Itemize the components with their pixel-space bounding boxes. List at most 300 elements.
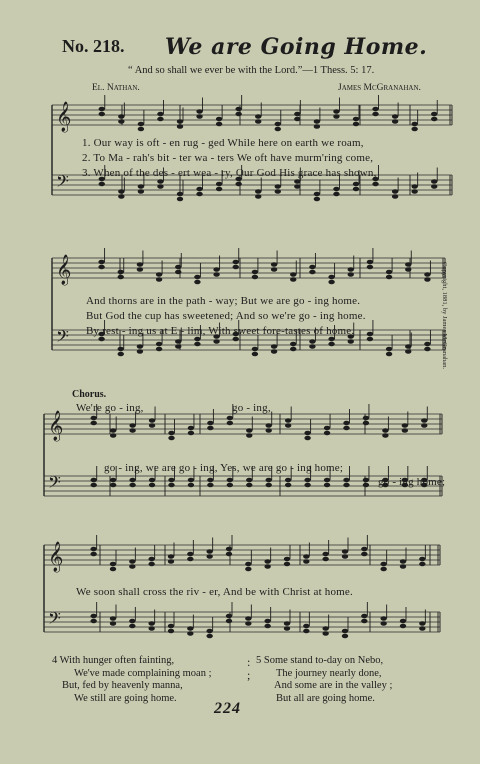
system2-verse2: But God the cup has sweetened; And so we're go - ing home. [86,310,366,322]
chorus1-treble-note [363,421,369,426]
chorus1-treble-note [168,431,174,436]
chorus-final-line: We soon shall cross the riv - er, And be with Christ at home. [76,586,353,598]
chorus1-treble-note [343,421,349,426]
chorus2-treble-note [419,562,425,567]
system1-treble-note [275,122,281,127]
chorus2-bass-note [303,629,309,634]
verse5-line4: But all are going home. [276,692,375,704]
chorus2-treble-note [303,554,309,559]
system2-treble-note [328,280,334,285]
chorus2-treble-note [361,552,367,557]
chorus2-bass-note [284,621,290,626]
chorus1-bass-note [188,483,194,488]
system1-bass-note [138,184,144,189]
chorus1-bass-note [149,478,155,483]
system2-verse3: By rest - ing us at E - lim, With sweet fore-tastes of home. [86,325,355,337]
system2-bass-note [290,347,296,352]
system2-treble-note [194,280,200,285]
system2-bass-note [290,342,296,347]
chorus2-treble-note [380,567,386,572]
system2-treble-clef: 𝄞 [56,255,72,285]
system1-bass-note [138,189,144,194]
verse-5 [256,655,392,705]
chorus-upper-2: go - ing, [232,402,271,414]
chorus2-bass-note [400,619,406,624]
chorus1-bass-note [207,483,213,488]
chorus1-bass-note [304,483,310,488]
system2-treble-note [405,262,411,267]
chorus2-treble-note [129,559,135,564]
system2-bass-note [271,349,277,354]
system2-treble-note [156,272,162,277]
verse5-line2: The journey nearly done, [276,667,382,679]
chorus2-bass-note [284,626,290,631]
chorus2-treble-note [361,547,367,552]
system2-bass-note [118,347,124,352]
scripture-reference: “ And so shall we ever be with the Lord.”—1 Thess. 5: 17. [128,65,375,76]
system2-treble-note [271,267,277,272]
chorus1-bass-clef: 𝄢 [48,472,61,496]
system1-treble-note [392,114,398,119]
chorus2-treble-note [168,559,174,564]
chorus1-treble-note [421,418,427,423]
chorus2-treble-note [284,557,290,562]
chorus1-treble-note [363,416,369,421]
system2-treble-note [233,265,239,270]
chorus1-bass-note [188,478,194,483]
system2-bass-note [252,352,258,357]
system2-treble-note [252,270,258,275]
system2-treble-note [309,270,315,275]
system1-bass-note [255,189,261,194]
composer: James McGranahan. [338,83,421,93]
chorus2-treble-note [264,559,270,564]
system1-treble-note [255,114,261,119]
lyricist: El. Nathan. [92,83,140,93]
system2-treble-note [405,267,411,272]
chorus2-bass-note [187,626,193,631]
system1-treble-note [177,119,183,124]
chorus2-bass-note [110,621,116,626]
chorus1-treble-note [382,433,388,438]
system1-treble-note [353,122,359,127]
chorus1-treble-note [421,423,427,428]
system2-bass-note [328,337,334,342]
system2-treble-note [194,275,200,280]
chorus1-bass-note [324,478,330,483]
chorus2-treble-note [226,552,232,557]
chorus1-treble-note [227,421,233,426]
chorus1-bass-note [343,478,349,483]
system2-treble-note [386,275,392,280]
chorus1-bass-note [363,478,369,483]
chorus2-bass-note [168,629,174,634]
chorus2-bass-note [400,624,406,629]
verse5-line1: 5 Some stand to-day on Nebo, [256,655,384,666]
system2-treble-note [98,260,104,265]
system2-bass-note [156,342,162,347]
chorus1-treble-note [246,428,252,433]
system1-bass-note [177,197,183,202]
system1-treble-note [275,127,281,132]
chorus1-treble-note [188,431,194,436]
chorus2-bass-note [90,614,96,619]
chorus2-bass-note [419,621,425,626]
system2-treble-note [156,277,162,282]
system1-bass-note [314,197,320,202]
chorus2-bass-note [110,616,116,621]
system2-treble-note [213,272,219,277]
chorus1-treble-note [227,416,233,421]
system2-bass-note [309,344,315,349]
chorus2-treble-note [342,554,348,559]
chorus1-bass-note [129,478,135,483]
system2-bass-note [118,352,124,357]
system1-bass-note [255,194,261,199]
chorus2-treble-note [90,552,96,557]
chorus1-bass-note [285,483,291,488]
chorus1-treble-note [207,426,213,431]
system1-bass-note [353,187,359,192]
chorus1-bass-note [266,478,272,483]
chorus2-treble-note [303,559,309,564]
system1-treble-note [196,109,202,114]
chorus2-treble-note [187,552,193,557]
system1-bass-note [196,192,202,197]
system2-bass-note [386,352,392,357]
system1-treble-note [411,127,417,132]
chorus1-treble-note [188,426,194,431]
chorus2-treble-note [129,564,135,569]
chorus1-treble-note [343,426,349,431]
system1-treble-note [353,117,359,122]
chorus1-treble-note [129,428,135,433]
system1-bass-note [411,189,417,194]
chorus-label: Chorus. [72,389,107,400]
chorus1-bass-note [304,478,310,483]
chorus2-bass-clef: 𝄢 [48,608,61,632]
system2-bass-note [367,332,373,337]
system1-treble-note [118,119,124,124]
verse4-line3: But, fed by heavenly manna, [62,680,183,691]
system1-treble-clef: 𝄞 [56,102,72,132]
system2-treble-note [118,275,124,280]
system1-bass-note [333,187,339,192]
system1-bass-note [294,184,300,189]
chorus1-bass-note [363,483,369,488]
copyright-notice: Copyright, 1881, by James McGranahan. [441,262,448,370]
hymn-number: No. 218. [62,36,125,56]
system1-treble-note [177,124,183,129]
system2-treble-note [175,270,181,275]
chorus2-treble-note [342,549,348,554]
verse4-line4: We still are going home. [74,692,177,704]
chorus1-treble-note [110,433,116,438]
system2-treble-note [386,270,392,275]
system2-treble-note [328,275,334,280]
chorus1-treble-note [324,431,330,436]
chorus2-bass-note [226,614,232,619]
chorus2-treble-note [148,562,154,567]
chorus1-bass-note [110,483,116,488]
chorus2-treble-note [380,562,386,567]
system1-treble-note [314,124,320,129]
system1-bass-note [118,194,124,199]
system2-bass-note [233,337,239,342]
system2-bass-note [194,337,200,342]
system1-bass-note [196,187,202,192]
system1-treble-note [333,114,339,119]
chorus2-treble-note [226,547,232,552]
chorus2-treble-note [168,554,174,559]
verse4-line1: 4 With hunger often fainting, [52,655,175,666]
chorus2-treble-note [245,567,251,572]
chorus1-treble-clef: 𝄞 [48,411,64,441]
system1-treble-note [411,122,417,127]
chorus1-treble-note [149,423,155,428]
system2-treble-note [309,265,315,270]
chorus1-treble-note [91,416,97,421]
system2-bass-note [328,342,334,347]
system2-treble-note [367,260,373,265]
chorus1-bass-note [168,483,174,488]
chorus2-treble-note [322,552,328,557]
chorus1-treble-note [285,418,291,423]
chorus2-bass-note [129,624,135,629]
chorus1-treble-note [304,436,310,441]
chorus1-treble-note [324,426,330,431]
chorus2-treble-note [187,557,193,562]
system2-bass-note [424,342,430,347]
system2-bass-note [424,347,430,352]
system1-bass-note [216,182,222,187]
system2-treble-note [175,265,181,270]
chorus1-bass-note [246,483,252,488]
chorus2-treble-note [110,567,116,572]
chorus1-treble-note [304,431,310,436]
system2-treble-note [290,277,296,282]
system1-treble-note [118,114,124,119]
chorus2-treble-note [400,559,406,564]
chorus1-treble-note [168,436,174,441]
system2-treble-note [118,270,124,275]
chorus2-bass-note [342,629,348,634]
system2-bass-note [98,337,104,342]
verse-4 [52,655,212,705]
chorus2-bass-note [361,619,367,624]
system1-bass-note [99,182,105,187]
chorus1-bass-note [91,478,97,483]
system2-verse1: And thorns are in the path - way; But we are go - ing home. [86,295,361,307]
system1-bass-clef: 𝄢 [56,171,69,195]
chorus2-treble-note [206,549,212,554]
system1-treble-note [99,107,105,112]
system2-treble-note [137,267,143,272]
system2-bass-clef: 𝄢 [56,326,69,350]
system2-treble-note [137,262,143,267]
system1-treble-note [157,112,163,117]
chorus1-treble-note [285,423,291,428]
chorus1-treble-note [266,423,272,428]
system1-treble-note [392,119,398,124]
system1-treble-note [196,114,202,119]
chorus2-bass-note [148,621,154,626]
chorus2-treble-note [148,557,154,562]
system2-bass-note [348,339,354,344]
system2-treble-note [348,267,354,272]
chorus1-bass-note [266,483,272,488]
chorus2-bass-note [322,631,328,636]
chorus1-treble-note [402,428,408,433]
chorus1-treble-note [91,421,97,426]
system1-bass-note [431,184,437,189]
system1-treble-note [333,109,339,114]
system2-treble-note [367,265,373,270]
chorus1-bass-note [285,478,291,483]
system1-treble-note [431,117,437,122]
system2-treble-note [233,260,239,265]
chorus2-bass-note [187,631,193,636]
chorus2-treble-note [110,562,116,567]
chorus2-treble-note [322,557,328,562]
chorus1-bass-note [110,478,116,483]
system1-bass-note [431,179,437,184]
system1-treble-note [235,112,241,117]
chorus1-bass-note [149,483,155,488]
system1-bass-note [216,187,222,192]
system2-bass-note [213,339,219,344]
system2-treble-note [271,262,277,267]
chorus2-bass-note [342,634,348,639]
system1-bass-note [353,182,359,187]
system2-treble-note [290,272,296,277]
system1-bass-note [392,189,398,194]
system1-treble-note [255,119,261,124]
system1-treble-note [138,122,144,127]
chorus-lower-end: go - ing home; [378,476,446,488]
system2-treble-note [424,277,430,282]
chorus2-bass-note [303,624,309,629]
chorus1-treble-note [402,423,408,428]
system1-treble-note [216,117,222,122]
system1-treble-note [294,112,300,117]
system1-bass-note [235,182,241,187]
system1-treble-note [157,117,163,122]
chorus2-bass-note [90,619,96,624]
chorus2-bass-note [380,616,386,621]
system2-bass-note [156,347,162,352]
system1-treble-note [372,112,378,117]
chorus1-bass-note [227,483,233,488]
system1-bass-note [314,192,320,197]
chorus2-bass-note [245,616,251,621]
system2-bass-note [405,349,411,354]
system2-treble-note [424,272,430,277]
chorus2-treble-note [284,562,290,567]
chorus2-treble-note [419,557,425,562]
system1-verse2: 2. To Ma - rah's bit - ter wa - ters We oft have murm'ring come, [82,152,374,164]
system1-verse1: 1. Our way is oft - en rug - ged While here on earth we roam, [82,137,364,149]
system1-bass-note [372,182,378,187]
chorus2-bass-note [322,626,328,631]
chorus2-bass-note [129,619,135,624]
system1-treble-note [216,122,222,127]
chorus2-bass-note [361,614,367,619]
chorus1-treble-note [266,428,272,433]
system1-treble-note [372,107,378,112]
system1-treble-note [235,107,241,112]
system2-bass-note [309,339,315,344]
chorus1-treble-note [149,418,155,423]
system1-treble-note [138,127,144,132]
system1-bass-note [157,184,163,189]
chorus2-bass-note [206,634,212,639]
chorus1-bass-note [324,483,330,488]
system2-treble-note [348,272,354,277]
chorus2-bass-note [264,624,270,629]
system2-bass-note [386,347,392,352]
system2-bass-note [405,344,411,349]
chorus1-treble-note [129,423,135,428]
chorus2-bass-note [206,629,212,634]
chorus2-treble-note [206,554,212,559]
system1-treble-note [294,117,300,122]
chorus2-bass-note [380,621,386,626]
system2-bass-note [271,344,277,349]
chorus2-bass-note [148,626,154,631]
chorus2-treble-clef: 𝄞 [48,542,64,572]
system1-bass-note [294,179,300,184]
system2-bass-note [252,347,258,352]
system1-treble-note [314,119,320,124]
chorus-lower: go - ing, we are go - ing, Yes, we are go - ing home; [104,462,344,474]
hymn-title: We are Going Home. [165,34,428,60]
system1-bass-note [118,189,124,194]
verse4-line2: We've made complaining moan ; [74,667,212,679]
chorus2-treble-note [400,564,406,569]
chorus2-bass-note [264,619,270,624]
chorus2-treble-note [264,564,270,569]
chorus1-bass-note [207,478,213,483]
verse-divider: : ; [247,655,251,682]
chorus2-bass-note [245,621,251,626]
system1-bass-note [157,179,163,184]
system2-bass-note [175,344,181,349]
chorus1-bass-note [129,483,135,488]
chorus1-treble-note [246,433,252,438]
chorus1-bass-note [91,483,97,488]
chorus2-bass-note [226,619,232,624]
system2-bass-note [367,337,373,342]
system2-treble-note [98,265,104,270]
system2-bass-note [175,339,181,344]
chorus2-treble-note [90,547,96,552]
chorus1-bass-note [227,478,233,483]
chorus1-treble-note [110,428,116,433]
system1-verse3: 3. When of the des - ert wea - ry, Our God His grace has shown, [82,167,377,179]
system1-bass-note [411,184,417,189]
chorus1-treble-note [382,428,388,433]
chorus2-bass-note [419,626,425,631]
chorus1-bass-note [343,483,349,488]
system2-treble-note [252,275,258,280]
system1-bass-note [275,184,281,189]
system1-bass-note [177,192,183,197]
chorus2-bass-note [168,624,174,629]
chorus1-treble-note [207,421,213,426]
system2-bass-note [137,344,143,349]
system2-treble-note [213,267,219,272]
